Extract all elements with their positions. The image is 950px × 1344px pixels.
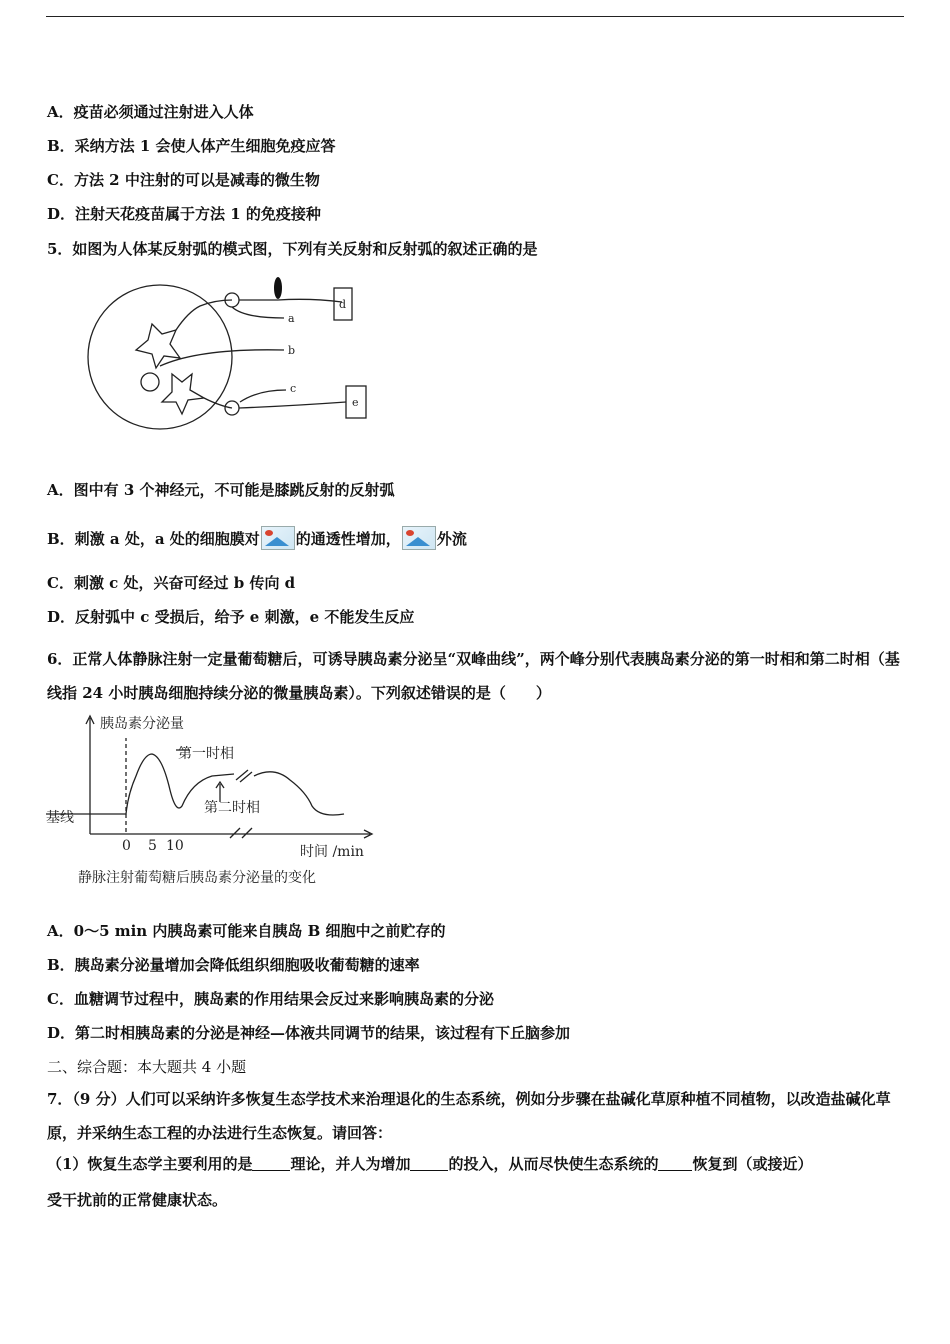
q7-part1-text-a: （1）恢复生态学主要利用的是 [47,1155,253,1173]
q7-part1-line2: 受干扰前的正常健康状态。 [47,1191,228,1209]
q5-option-b-text3: 外流 [436,530,467,548]
top-rule [46,16,904,17]
stimulus-electrode [274,277,282,299]
answer-blank-2[interactable] [410,1156,448,1171]
lower-neuron [162,374,204,414]
q7-stem: 7．（9 分）人们可以采纳许多恢复生态学技术来治理退化的生态系统，例如分步骤在盐碱化草原种植不同植物，以改造盐碱化草原，并采纳生态工程的办法进行生态恢复。请回答： [47,1090,891,1142]
tick-10: 10 [166,838,184,854]
q5-option-b-text2: 的通透性增加， [295,530,401,548]
q5-option-d: D．反射弧中 c 受损后，给予 e 刺激，e 不能发生反应 [47,608,415,626]
q5-option-a: A．图中有 3 个神经元，不可能是膝跳反射的反射弧 [47,481,395,499]
q4-option-d: D．注射天花疫苗属于方法 1 的免疫接种 [47,205,321,223]
q5-option-b [47,526,467,550]
q4-option-a: A．疫苗必须通过注射进入人体 [47,103,254,121]
q6-option-a: A．0～5 min 内胰岛素可能来自胰岛 B 细胞中之前贮存的 [47,922,446,940]
tick-5: 5 [148,838,157,854]
baseline-label: 基线 [46,810,74,826]
label-d: d [339,298,347,311]
answer-blank-1[interactable] [252,1156,290,1171]
label-e: e [352,396,359,409]
q4-option-c: C．方法 2 中注射的可以是减毒的微生物 [47,171,320,189]
q7-part1-text-d: 恢复到（或接近） [692,1155,813,1173]
q5-option-c: C．刺激 c 处，兴奋可经过 b 传向 d [47,574,296,592]
section-2-heading: 二、综合题：本大题共 4 小题 [47,1058,247,1076]
phase1-label: 第一时相 [178,746,234,762]
phase2-label: 第二时相 [204,800,260,816]
answer-blank-3[interactable] [658,1156,692,1171]
q6-option-d: D．第二时相胰岛素的分泌是神经—体液共同调节的结果，该过程有下丘脑参加 [47,1024,571,1042]
broken-image-icon [402,526,436,550]
q5-option-b-text1: B．刺激 a 处，a 处的细胞膜对 [47,530,260,548]
tick-0: 0 [122,838,131,854]
q4-option-b: B．采纳方法 1 会使人体产生细胞免疫应答 [47,137,336,155]
q7-part1-text-b: 理论，并人为增加 [290,1155,411,1173]
x-axis-label: 时间 /min [300,844,364,860]
q7-part1-line1 [47,1154,813,1174]
q5-stem: 5．如图为人体某反射弧的模式图，下列有关反射和反射弧的叙述正确的是 [47,240,538,258]
q6-option-b: B．胰岛素分泌量增加会降低组织细胞吸收葡萄糖的速率 [47,956,420,974]
q6-option-c: C．血糖调节过程中，胰岛素的作用结果会反过来影响胰岛素的分泌 [47,990,494,1008]
label-b: b [288,344,296,357]
y-axis-label: 胰岛素分泌量 [100,716,184,732]
insulin-secretion-figure [44,710,384,892]
q7-part1-text-c: 的投入，从而尽快使生态系统的 [448,1155,659,1173]
spinal-cord-circle [88,285,232,429]
reflex-arc-figure [80,272,380,442]
label-c: c [290,382,297,395]
figure-caption: 静脉注射葡萄糖后胰岛素分泌量的变化 [78,870,316,886]
q6-stem: 6．正常人体静脉注射一定量葡萄糖后，可诱导胰岛素分泌呈“双峰曲线”，两个峰分别代表胰岛素分泌的第一时相和第二时相（基线指 24 小时胰岛细胞持续分泌的微量胰岛素）。下列叙述错误的是（ ） [47,650,900,702]
synapse-circle [141,373,159,391]
broken-image-icon [261,526,295,550]
label-a: a [288,312,295,325]
